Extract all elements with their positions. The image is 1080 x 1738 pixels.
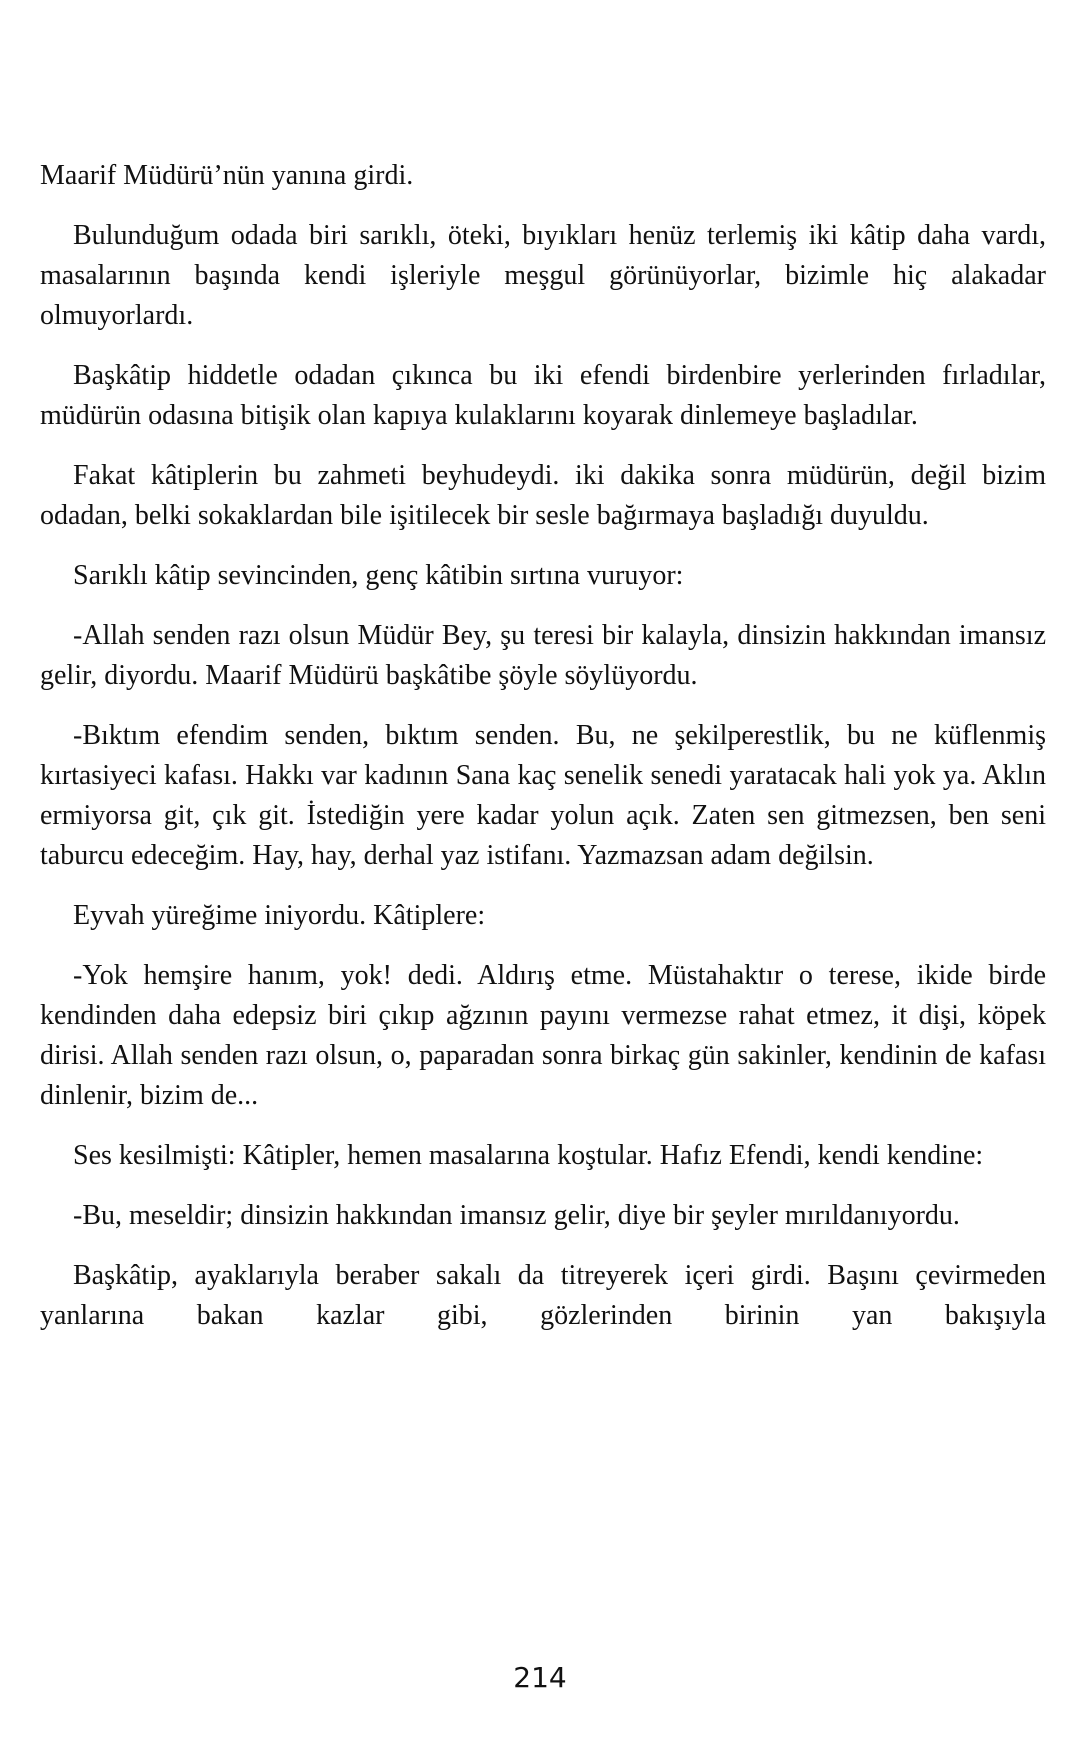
paragraph: Sarıklı kâtip sevincinden, genç kâtibin sırtına vuruyor: [73, 560, 684, 591]
paragraph: Eyvah yüreğime iniyordu. Kâtiplere: [73, 900, 486, 931]
paragraph: Ses kesilmişti: Kâtipler, hemen masalarına koştular. Hafız Efendi, kendi kendine: [73, 1140, 984, 1171]
paragraph: Başkâtip, ayaklarıyla beraber sakalı da titreyerek içeri girdi. Başını çevirmeden yanlarına bakan kazlar gibi, gözlerinden birinin yan bakışıyla [40, 1260, 1046, 1331]
paragraph: -Allah senden razı olsun Müdür Bey, şu teresi bir kalayla, dinsizin hakkından imansız gelir, diyordu. Maarif Müdürü başkâtibe şöyle söylüyordu. [40, 620, 1046, 691]
page-number: 214 [513, 1661, 567, 1694]
paragraph: Fakat kâtiplerin bu zahmeti beyhudeydi. iki dakika sonra müdürün, değil bizim odadan, belki sokaklardan bile işitilecek bir sesle bağırmaya başladığı duyuldu. [40, 460, 1046, 531]
paragraph: Maarif Müdürü’nün yanına girdi. [40, 160, 414, 191]
paragraph: -Yok hemşire hanım, yok! dedi. Aldırış etme. Müstahaktır o terese, ikide birde kendinden daha edepsiz biri çıkıp ağzının payını vermezse rahat etmez, it dişi, köpek dirisi. Allah senden razı olsun, o, paparadan sonra birkaç gün sakinler, kendinin de kafası dinlenir, bizim de... [40, 960, 1046, 1111]
paragraph: -Bu, meseldir; dinsizin hakkından imansız gelir, diye bir şeyler mırıldanıyordu. [73, 1200, 960, 1231]
page-text [40, 156, 1046, 1356]
paragraph: Başkâtip hiddetle odadan çıkınca bu iki efendi birdenbire yerlerinden fırladılar, müdürün odasına bitişik olan kapıya kulaklarını koyarak dinlemeye başladılar. [40, 360, 1046, 431]
paragraph: Bulunduğum odada biri sarıklı, öteki, bıyıkları henüz terlemiş iki kâtip daha vardı, masalarının başında kendi işleriyle meşgul görünüyorlar, bizimle hiç alakadar olmuyorlardı. [40, 220, 1046, 331]
paragraph: -Bıktım efendim senden, bıktım senden. Bu, ne şekilperestlik, bu ne küflenmiş kırtasiyeci kafası. Hakkı var kadının Sana kaç senelik senedi yaratacak hali yok ya. Aklın ermiyorsa git, çık git. İstediğin yere kadar yolun açık. Zaten sen gitmezsen, ben seni taburcu edeceğim. Hay, hay, derhal yaz istifanı. Yazmazsan adam değilsin. [40, 720, 1046, 871]
